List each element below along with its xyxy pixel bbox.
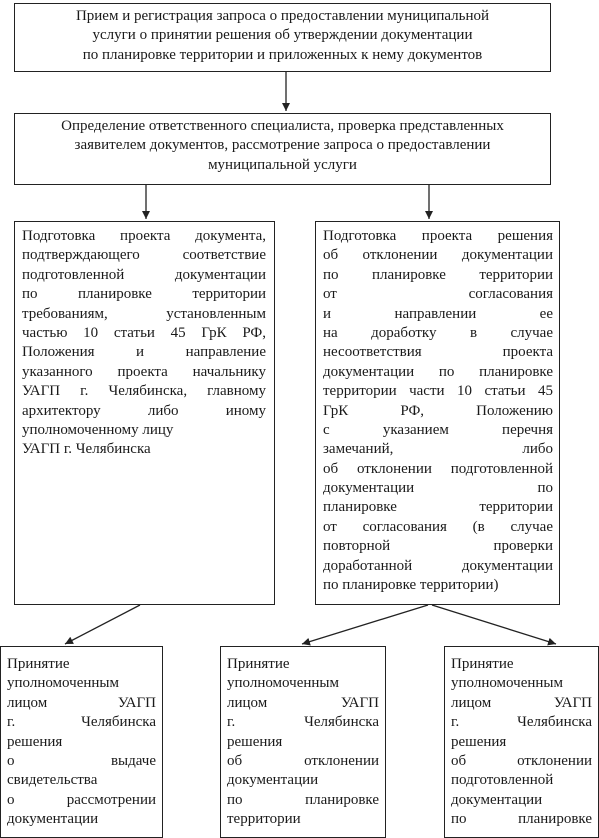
step-text-line: об отклонении подготовленной	[323, 460, 553, 477]
step-text-line: указанного проекта начальнику	[22, 363, 266, 380]
step-text-line: г. Челябинска	[227, 714, 379, 731]
step-text-line: от согласования (в случае	[323, 518, 553, 535]
step-text-line: уполномоченным	[7, 675, 119, 692]
step-text-line: Прием и регистрация запроса о предоставлении муниципальной	[75, 8, 490, 24]
step-text-line: несоответствия проекта	[323, 344, 553, 361]
step-text-line: г. Челябинска	[7, 714, 156, 731]
step-text-line: Подготовка проекта решения	[323, 228, 553, 244]
step-decision-reject-documentation	[220, 646, 386, 838]
step-text-line: по планировке	[451, 811, 592, 828]
step-text-line: подтверждающего соответствие	[22, 247, 266, 264]
step-text-line: г. Челябинска	[451, 714, 592, 731]
step-text-line: повторной проверки	[323, 538, 553, 555]
step-text-line: уполномоченным	[451, 675, 563, 692]
step-decision-issue-certificate	[0, 646, 163, 838]
step-text-line: документации по планировке	[323, 363, 553, 380]
step-text-line: по планировке территории	[323, 266, 553, 283]
step-text-line: подготовленной документации	[22, 266, 266, 283]
step-text-line: и направлении ее	[323, 305, 553, 322]
arrow-box3-to-box5	[65, 605, 140, 644]
step-text-line: лицом УАГП	[227, 694, 379, 711]
step-request-registration	[14, 3, 551, 72]
step-text-line: Подготовка проекта документа,	[22, 228, 266, 244]
step-text-line: муниципальной услуги	[208, 156, 357, 173]
step-text-line: об отклонении документации	[323, 247, 553, 264]
step-text-line: по планировке	[227, 791, 379, 808]
step-text-line: с указанием перечня	[323, 421, 553, 438]
step-text-line: Принятие	[7, 656, 70, 672]
step-text-line: документации	[7, 811, 99, 828]
step-text-line: от согласования	[323, 286, 553, 303]
step-text-line: требованиям, установленным	[22, 305, 266, 322]
step-text-line: доработанной документации	[323, 557, 553, 574]
step-text-line: решения	[7, 733, 63, 750]
step-text-line: территории части 10 статьи 45	[323, 383, 553, 400]
step-text-line: Принятие	[451, 656, 514, 672]
step-prepare-conformity-document	[14, 221, 275, 605]
step-text-line: об отклонении	[451, 752, 592, 769]
step-text-line: Положения и направление	[22, 344, 266, 361]
step-text-line: частью 10 статьи 45 ГрК РФ,	[22, 324, 266, 341]
step-text-line: УАГП г. Челябинска, главному	[22, 383, 266, 400]
step-text-line: заявителем документов, рассмотрение запроса о предоставлении	[74, 137, 491, 154]
step-decision-reject-prepared-documentation	[444, 646, 599, 838]
step-text-line: документации	[451, 791, 543, 808]
step-text-line: документации	[227, 772, 319, 789]
step-text-line: по планировке территории)	[323, 577, 499, 594]
step-text-line: решения	[227, 733, 283, 750]
step-text-line: ГрК РФ, Положению	[323, 402, 553, 419]
step-text-line: территории	[227, 811, 301, 828]
step-text-line: Принятие	[227, 656, 290, 672]
step-text-line: уполномоченному лицу	[22, 421, 174, 438]
step-text-line: УАГП г. Челябинска	[22, 441, 151, 458]
step-text-line: решения	[451, 733, 507, 750]
step-text-line: Определение ответственного специалиста, проверка представленных	[61, 118, 504, 134]
step-text-line: о рассмотрении	[7, 791, 156, 808]
arrow-box4-to-box7	[432, 605, 556, 644]
step-text-line: подготовленной	[451, 772, 554, 789]
step-text-line: лицом УАГП	[451, 694, 592, 711]
step-prepare-rejection-decision	[315, 221, 560, 605]
step-text-line: лицом УАГП	[7, 694, 156, 711]
step-text-line: услуги о принятии решения об утверждении документации	[92, 27, 473, 44]
step-text-line: по планировке территории	[22, 286, 266, 303]
step-specialist-review	[14, 113, 551, 185]
step-text-line: об отклонении	[227, 752, 379, 769]
step-text-line: планировке территории	[323, 499, 553, 516]
step-text-line: замечаний, либо	[323, 441, 553, 458]
step-text-line: архитектору либо иному	[22, 402, 266, 419]
step-text-line: о выдаче	[7, 752, 156, 769]
step-text-line: по планировке территории и приложенных к нему документов	[82, 46, 483, 63]
step-text-line: уполномоченным	[227, 675, 339, 692]
arrow-box4-to-box6	[302, 605, 428, 644]
step-text-line: документации по	[323, 480, 553, 497]
step-text-line: свидетельства	[7, 772, 98, 789]
step-text-line: на доработку в случае	[323, 324, 553, 341]
